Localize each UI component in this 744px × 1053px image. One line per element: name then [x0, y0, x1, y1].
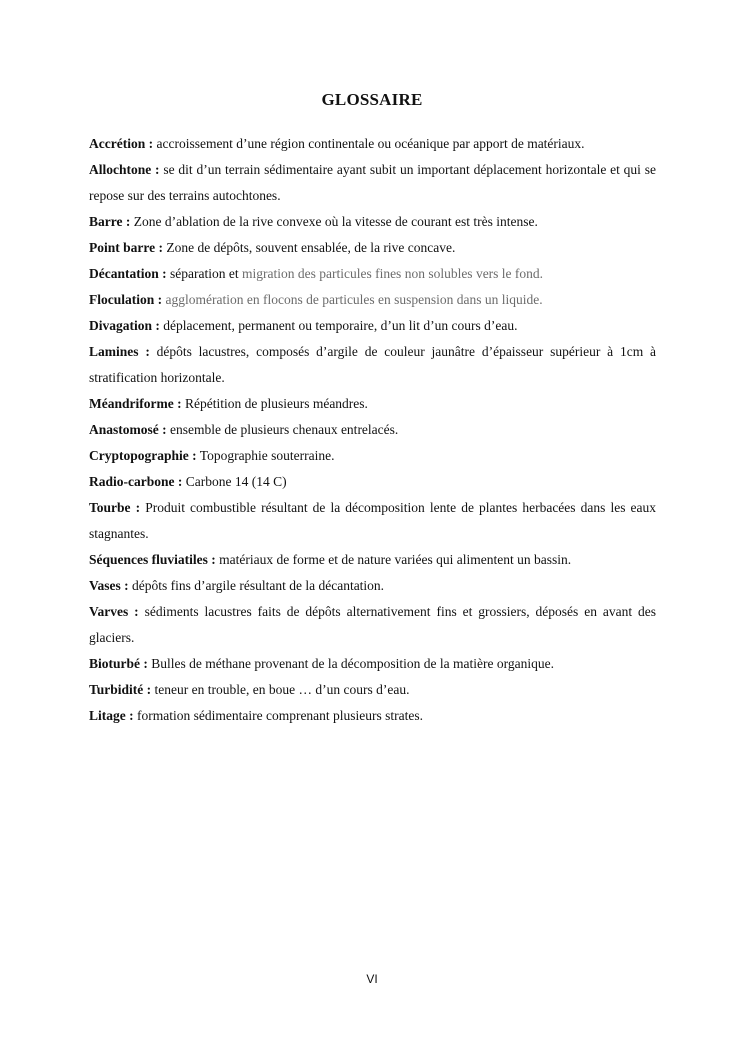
- glossary-definition: Topographie souterraine.: [199, 448, 335, 463]
- glossary-definition: déplacement, permanent ou temporaire, d’un lit d’un cours d’eau.: [163, 318, 518, 333]
- glossary-definition: teneur en trouble, en boue … d’un cours d’eau.: [154, 682, 410, 697]
- glossary-definition: Produit combustible résultant de la décomposition lente de plantes herbacées dans les eaux stagnantes.: [89, 500, 657, 541]
- glossary-term: Bioturbé :: [89, 656, 148, 671]
- page-title: GLOSSAIRE: [321, 90, 423, 109]
- glossary-entry: [89, 209, 656, 235]
- glossary-definition-gray: agglomération en flocons de particules en suspension dans un liquide.: [165, 292, 543, 307]
- glossary-definition: dépôts lacustres, composés d’argile de couleur jaunâtre d’épaisseur supérieur à 1cm à stratification horizontale.: [89, 344, 657, 385]
- glossary-term: Barre :: [89, 214, 131, 229]
- glossary-entry: [89, 495, 656, 547]
- glossary-entry: [89, 131, 656, 157]
- glossary-entry: [89, 287, 656, 313]
- glossary-entry: [89, 339, 656, 391]
- glossary-list: [89, 131, 656, 729]
- glossary-term: Vases :: [89, 578, 129, 593]
- glossary-term: Divagation :: [89, 318, 160, 333]
- glossary-term: Séquences fluviatiles :: [89, 552, 216, 567]
- page-number: VI: [366, 972, 378, 986]
- glossary-term: Méandriforme :: [89, 396, 182, 411]
- glossary-entry: [89, 573, 656, 599]
- glossary-term: Turbidité :: [89, 682, 152, 697]
- glossary-term: Floculation :: [89, 292, 163, 307]
- glossary-term: Décantation :: [89, 266, 167, 281]
- glossary-definition: sédiments lacustres faits de dépôts alternativement fins et grossiers, déposés en avant des glaciers.: [89, 604, 656, 645]
- glossary-entry: [89, 391, 656, 417]
- glossary-entry: [89, 677, 656, 703]
- glossary-term: Lamines :: [89, 344, 150, 359]
- glossary-definition: Bulles de méthane provenant de la décomposition de la matière organique.: [151, 656, 554, 671]
- glossary-entry: [89, 157, 656, 209]
- glossary-definition: Carbone 14 (14 C): [185, 474, 287, 489]
- glossary-term: Allochtone :: [89, 162, 160, 177]
- glossary-definition: Zone de dépôts, souvent ensablée, de la rive concave.: [166, 240, 456, 255]
- glossary-entry: [89, 313, 656, 339]
- glossary-term: Accrétion :: [89, 136, 154, 151]
- glossary-term: Cryptopographie :: [89, 448, 197, 463]
- glossary-definition: ensemble de plusieurs chenaux entrelacés.: [170, 422, 399, 437]
- glossary-entry: [89, 261, 656, 287]
- glossary-term: Point barre :: [89, 240, 163, 255]
- glossary-definition: formation sédimentaire comprenant plusieurs strates.: [137, 708, 424, 723]
- glossary-definition: dépôts fins d’argile résultant de la décantation.: [132, 578, 385, 593]
- glossary-entry: [89, 469, 656, 495]
- glossary-entry: [89, 599, 656, 651]
- glossary-term: Anastomosé :: [89, 422, 167, 437]
- glossary-entry: [89, 547, 656, 573]
- glossary-definition-gray: migration des particules fines non solubles vers le fond.: [241, 266, 544, 281]
- glossary-definition: Répétition de plusieurs méandres.: [184, 396, 368, 411]
- glossary-term: Radio-carbone :: [89, 474, 183, 489]
- glossary-entry: [89, 651, 656, 677]
- glossary-definition: se dit d’un terrain sédimentaire ayant subit un important déplacement horizontale et qui se repose sur des terrains autochtones.: [89, 162, 656, 203]
- glossary-entry: [89, 703, 656, 729]
- glossary-definition: Zone d’ablation de la rive convexe où la vitesse de courant est très intense.: [133, 214, 538, 229]
- glossary-definition: séparation et: [170, 266, 239, 281]
- glossary-entry: [89, 417, 656, 443]
- glossary-term: Tourbe :: [89, 500, 141, 515]
- glossary-entry: [89, 235, 656, 261]
- glossary-term: Varves :: [89, 604, 139, 619]
- glossary-definition: accroissement d’une région continentale ou océanique par apport de matériaux.: [156, 136, 585, 151]
- glossary-entry: [89, 443, 656, 469]
- glossary-term: Litage :: [89, 708, 134, 723]
- glossary-definition: matériaux de forme et de nature variées qui alimentent un bassin.: [219, 552, 572, 567]
